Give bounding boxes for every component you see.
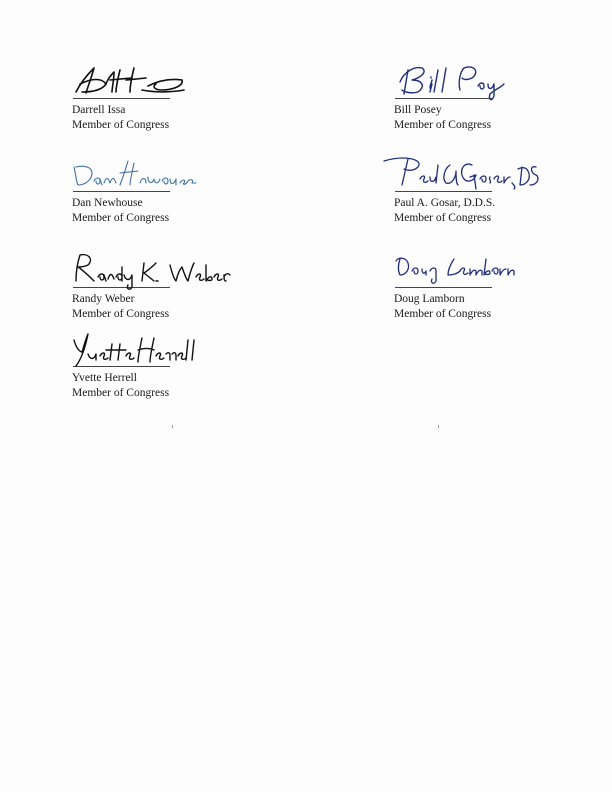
signature-dan-newhouse <box>72 155 272 191</box>
signatory-title: Member of Congress <box>394 212 492 224</box>
handwritten-signature <box>72 330 202 370</box>
signature-darrell-issa <box>72 62 272 98</box>
signatory-name: Paul A. Gosar, D.D.S. <box>394 197 496 209</box>
signatory-name: Randy Weber <box>72 293 135 305</box>
signature-block-randy-weber <box>72 251 272 322</box>
signature-block-darrell-issa <box>72 62 272 133</box>
handwritten-signature <box>72 155 212 195</box>
signature-block-dan-newhouse <box>72 155 272 226</box>
scan-speck <box>438 425 439 428</box>
signatory-name: Yvette Herrell <box>72 372 137 384</box>
handwritten-signature <box>72 251 232 291</box>
signature-block-paul-gosar <box>394 155 594 226</box>
signatory-title: Member of Congress <box>394 308 492 320</box>
signature-doug-lamborn <box>394 251 594 287</box>
handwritten-signature <box>72 62 192 102</box>
signatory-name: Bill Posey <box>394 104 442 116</box>
signatory-name: Dan Newhouse <box>72 197 143 209</box>
signature-block-doug-lamborn <box>394 251 594 322</box>
handwritten-signature <box>394 62 514 102</box>
signatory-name: Doug Lamborn <box>394 293 465 305</box>
signatory-title: Member of Congress <box>72 387 170 399</box>
signature-block-yvette-herrell <box>72 330 272 401</box>
signature-yvette-herrell <box>72 330 272 366</box>
handwritten-signature <box>394 251 524 291</box>
signature-block-bill-posey <box>394 62 594 133</box>
signatory-title: Member of Congress <box>72 212 170 224</box>
signature-paul-gosar <box>394 155 594 191</box>
handwritten-signature <box>394 155 544 195</box>
signatory-title: Member of Congress <box>394 119 492 131</box>
scan-speck <box>172 425 173 428</box>
signature-randy-weber <box>72 251 272 287</box>
signatory-title: Member of Congress <box>72 308 170 320</box>
signature-bill-posey <box>394 62 594 98</box>
signatory-title: Member of Congress <box>72 119 170 131</box>
signatory-name: Darrell Issa <box>72 104 126 116</box>
